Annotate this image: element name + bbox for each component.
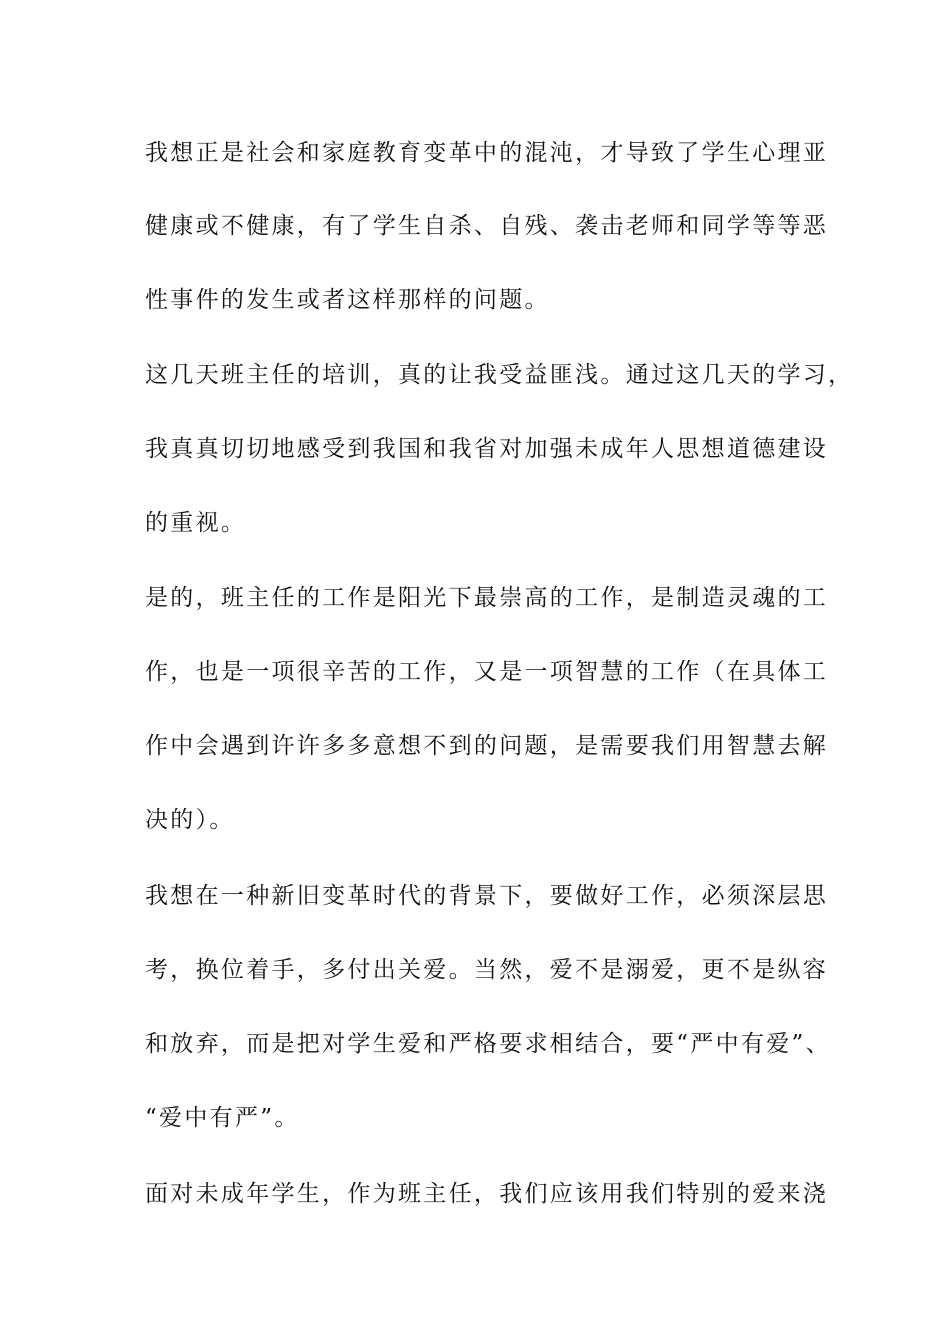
paragraph-3-line-4: 决的）。 xyxy=(145,807,235,833)
paragraph-3-line-3: 作中会遇到许许多多意想不到的问题，是需要我们用智慧去解 xyxy=(145,733,829,759)
paragraph-5-line-1: 面对未成年学生，作为班主任，我们应该用我们特别的爱来浇 xyxy=(145,1181,829,1207)
paragraph-2-line-3: 的重视。 xyxy=(145,510,247,536)
paragraph-3-line-1: 是的，班主任的工作是阳光下最崇高的工作，是制造灵魂的工 xyxy=(145,585,829,611)
paragraph-1-line-2: 健康或不健康，有了学生自杀、自残、袭击老师和同学等等恶 xyxy=(145,213,829,239)
paragraph-1-line-3: 性事件的发生或者这样那样的问题。 xyxy=(145,287,550,313)
paragraph-4-line-4: “爱中有严”。 xyxy=(145,1105,300,1131)
paragraph-4-line-1: 我想在一种新旧变革时代的背景下，要做好工作，必须深层思 xyxy=(145,883,829,909)
paragraph-2-line-2: 我真真切切地感受到我国和我省对加强未成年人思想道德建设 xyxy=(145,436,829,462)
paragraph-1-line-1: 我想正是社会和家庭教育变革中的混沌，才导致了学生心理亚 xyxy=(145,140,829,166)
paragraph-4-line-3: 和放弃，而是把对学生爱和严格要求相结合，要“严中有爱”、 xyxy=(145,1031,831,1057)
paragraph-4-line-2: 考，换位着手，多付出关爱。当然，爱不是溺爱，更不是纵容 xyxy=(145,957,829,983)
paragraph-3-line-2: 作，也是一项很辛苦的工作，又是一项智慧的工作（在具体工 xyxy=(145,659,829,685)
paragraph-2-line-1: 这几天班主任的培训，真的让我受益匪浅。通过这几天的学习， xyxy=(145,362,854,388)
